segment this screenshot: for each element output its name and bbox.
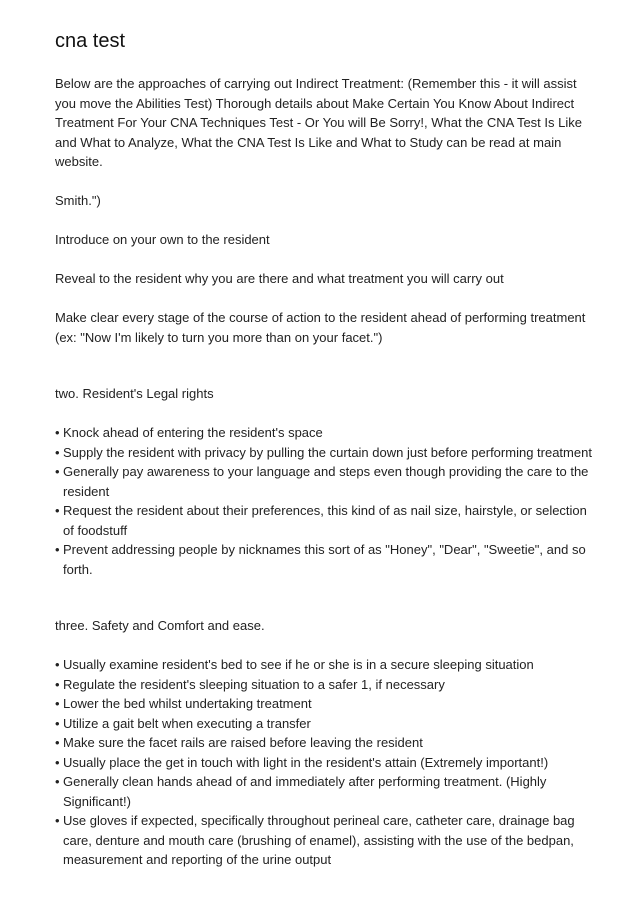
spacer <box>55 347 595 384</box>
spacer <box>55 211 595 231</box>
list-item: • Knock ahead of entering the resident's space <box>55 423 595 443</box>
list-item: • Make sure the facet rails are raised before leaving the resident <box>55 733 595 753</box>
list-item: • Supply the resident with privacy by pulling the curtain down just before performing treatment <box>55 443 595 463</box>
smith-paragraph: Smith.") <box>55 193 101 208</box>
list-item: • Usually examine resident's bed to see if he or she is in a secure sleeping situation <box>55 655 595 675</box>
section-three-heading: three. Safety and Comfort and ease. <box>55 618 265 633</box>
spacer <box>55 250 595 270</box>
list-item: • Regulate the resident's sleeping situation to a safer 1, if necessary <box>55 675 595 695</box>
list-item: • Usually place the get in touch with light in the resident's attain (Extremely important!) <box>55 753 595 773</box>
list-item: • Generally pay awareness to your language and steps even though providing the care to the resident <box>55 462 595 501</box>
list-item: • Prevent addressing people by nicknames this sort of as "Honey", "Dear", "Sweetie", and so forth. <box>55 540 595 579</box>
intro-paragraph: Below are the approaches of carrying out Indirect Treatment: (Remember this - it will assist you move the Abilities Test) Thorough details about Make Certain You Know About Indirect Treatment For Your CNA Techniques Test - Or You will Be Sorry!, What the CNA Test Is Like and What to Analyze, What the CNA Test Is Like and What to Study can be read at main website. <box>55 76 582 169</box>
spacer <box>55 636 595 656</box>
list-item: • Use gloves if expected, specifically throughout perineal care, catheter care, drainage bag care, denture and mouth care (brushing of enamel), assisting with the use of the bedpan, measurement and reporting of the urine output <box>55 811 595 870</box>
section-three-list <box>55 655 595 870</box>
make-clear-paragraph: Make clear every stage of the course of action to the resident ahead of performing treatment (ex: "Now I'm likely to turn you more than on your facet.") <box>55 310 586 345</box>
section-two-list <box>55 423 595 579</box>
spacer <box>55 579 595 616</box>
spacer <box>55 289 595 309</box>
spacer <box>55 404 595 424</box>
list-item: • Request the resident about their preferences, this kind of as nail size, hairstyle, or selection of foodstuff <box>55 501 595 540</box>
spacer <box>55 172 595 192</box>
section-two-heading: two. Resident's Legal rights <box>55 386 214 401</box>
list-item: • Lower the bed whilst undertaking treatment <box>55 694 595 714</box>
list-item: • Utilize a gait belt when executing a transfer <box>55 714 595 734</box>
document-page <box>55 28 595 870</box>
list-item: • Generally clean hands ahead of and immediately after performing treatment. (Highly Significant!) <box>55 772 595 811</box>
document-title: cna test <box>55 30 126 52</box>
reveal-paragraph: Reveal to the resident why you are there and what treatment you will carry out <box>55 271 504 286</box>
introduce-paragraph: Introduce on your own to the resident <box>55 232 270 247</box>
